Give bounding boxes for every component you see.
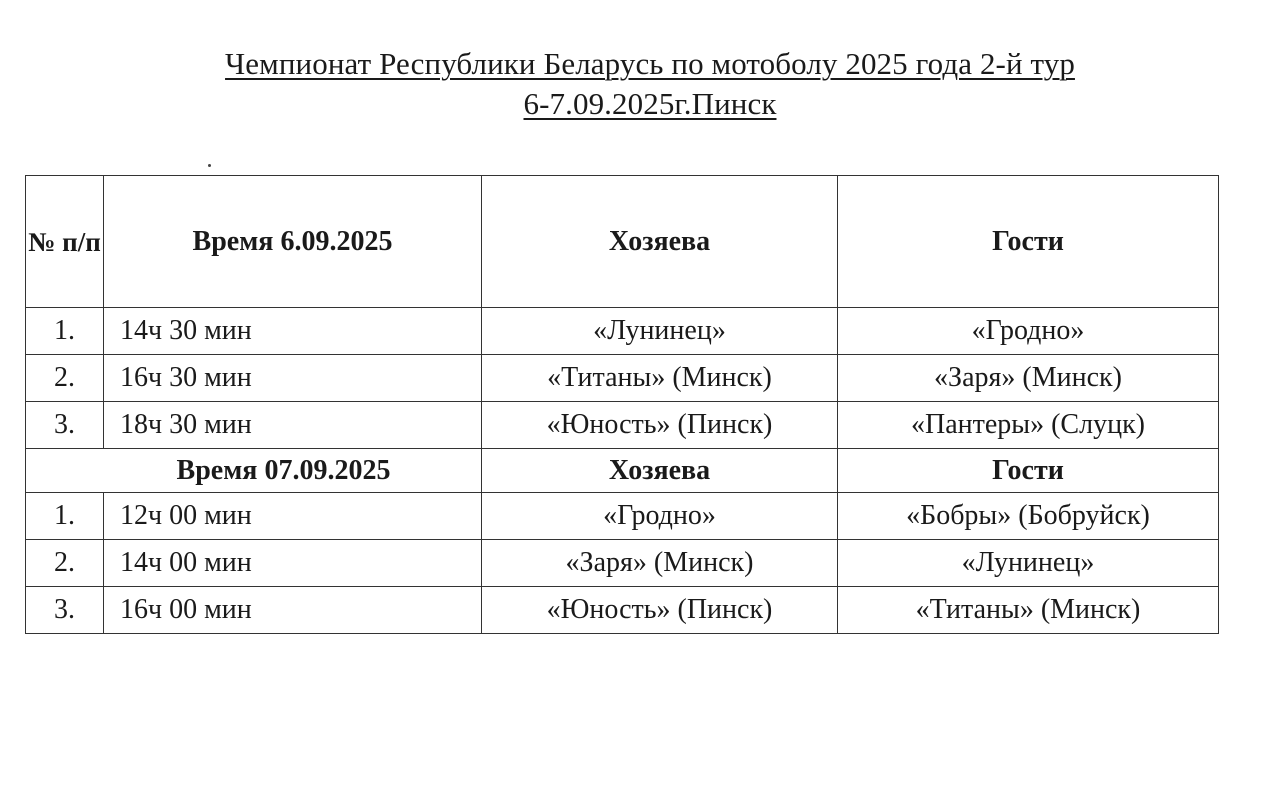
day2-header-row [26,449,1219,493]
title-line-1: Чемпионат Республики Беларусь по мотоболу 2025 года 2-й тур [225,46,1075,81]
match-number: 3. [26,402,104,449]
home-team: «Гродно» [482,493,838,540]
table-row [26,587,1219,634]
match-number: 2. [26,355,104,402]
scan-speck [208,164,211,167]
match-number: 1. [26,308,104,355]
home-team: «Титаны» (Минск) [482,355,838,402]
match-time: 12ч 00 мин [104,493,482,540]
home-team: «Юность» (Пинск) [482,587,838,634]
home-team: «Юность» (Пинск) [482,402,838,449]
match-number: 1. [26,493,104,540]
away-team: «Титаны» (Минск) [838,587,1219,634]
match-number: 3. [26,587,104,634]
schedule-table [25,175,1219,634]
time-header-day2: Время 07.09.2025 [26,449,482,493]
table-row [26,540,1219,587]
match-time: 18ч 30 мин [104,402,482,449]
away-team: «Гродно» [838,308,1219,355]
time-header-day1: Время 6.09.2025 [104,176,482,308]
table-row [26,355,1219,402]
home-team: «Лунинец» [482,308,838,355]
day1-header-row [26,176,1219,308]
match-number: 2. [26,540,104,587]
match-time: 14ч 30 мин [104,308,482,355]
away-header-day1: Гости [838,176,1219,308]
match-time: 14ч 00 мин [104,540,482,587]
match-time: 16ч 30 мин [104,355,482,402]
away-team: «Заря» (Минск) [838,355,1219,402]
away-team: «Бобры» (Бобруйск) [838,493,1219,540]
home-team: «Заря» (Минск) [482,540,838,587]
table-row [26,402,1219,449]
number-header: № п/п [26,176,104,308]
title-line-2: 6-7.09.2025г.Пинск [523,86,777,121]
document-title [0,44,1280,124]
away-header-day2: Гости [838,449,1219,493]
home-header-day1: Хозяева [482,176,838,308]
table-row [26,493,1219,540]
home-header-day2: Хозяева [482,449,838,493]
away-team: «Лунинец» [838,540,1219,587]
match-time: 16ч 00 мин [104,587,482,634]
away-team: «Пантеры» (Слуцк) [838,402,1219,449]
table-row [26,308,1219,355]
